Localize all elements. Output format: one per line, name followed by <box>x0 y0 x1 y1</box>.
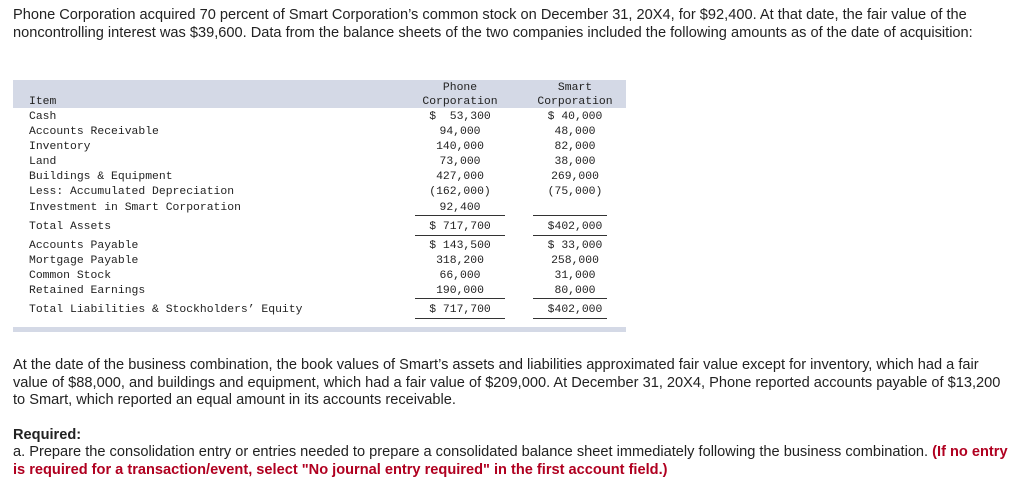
row-label: Investment in Smart Corporation <box>29 202 241 214</box>
row-smart-value: $402,000 <box>547 221 603 233</box>
row-label: Buildings & Equipment <box>29 171 173 183</box>
row-phone-value: 427,000 <box>436 171 484 183</box>
row-label: Mortgage Payable <box>29 255 139 267</box>
row-smart-value: $402,000 <box>547 304 603 316</box>
header-phone-line2: Corporation <box>422 96 498 108</box>
header-smart-line2: Corporation <box>537 96 613 108</box>
row-smart-value: 80,000 <box>554 285 596 297</box>
total-rule <box>415 235 505 236</box>
row-phone-value: 94,000 <box>439 126 481 138</box>
row-phone-value: $ 143,500 <box>429 240 491 252</box>
row-label: Total Liabilities & Stockholders’ Equity <box>29 304 303 316</box>
row-phone-value: 92,400 <box>439 202 481 214</box>
subtotal-rule <box>533 298 607 299</box>
row-label: Total Assets <box>29 221 112 233</box>
total-rule <box>533 235 607 236</box>
required-note: (If no entry is required for a transaction/event, select "No journal entry required" in the first account field.) <box>13 444 1008 478</box>
fair-value-paragraph: At the date of the business combination, the book values of Smart’s assets and liabilities approximated fair value except for inventory, which had a fair value of $88,000, and buildings and equipment, which had a fair value of $209,000. At December 31, 20X4, Phone reported accounts payable of $13,200 to Smart, which reported an equal amount in its accounts receivable. <box>13 357 1001 408</box>
header-item: Item <box>29 96 57 108</box>
row-phone-value: 73,000 <box>439 156 481 168</box>
row-phone-value: $ 717,700 <box>429 304 491 316</box>
subtotal-rule <box>415 215 505 216</box>
row-phone-value: $ 53,300 <box>429 111 491 123</box>
row-label: Accounts Receivable <box>29 126 159 138</box>
row-label: Inventory <box>29 141 91 153</box>
row-phone-value: 190,000 <box>436 285 484 297</box>
row-smart-value: $ 33,000 <box>547 240 603 252</box>
row-smart-value: 82,000 <box>554 141 596 153</box>
row-label: Common Stock <box>29 270 112 282</box>
row-smart-value: 258,000 <box>551 255 599 267</box>
row-smart-value: 38,000 <box>554 156 596 168</box>
row-phone-value: 318,200 <box>436 255 484 267</box>
balance-sheet-table <box>13 80 626 332</box>
subtotal-rule <box>533 215 607 216</box>
row-smart-value: 48,000 <box>554 126 596 138</box>
header-smart-line1: Smart <box>557 82 593 94</box>
row-smart-value: 269,000 <box>551 171 599 183</box>
header-phone-line1: Phone <box>442 82 478 94</box>
row-label: Retained Earnings <box>29 285 146 297</box>
row-phone-value: $ 717,700 <box>429 221 491 233</box>
intro-paragraph: Phone Corporation acquired 70 percent of Smart Corporation’s common stock on December 31, 20X4, for $92,400. At that date, the fair value of the noncontrolling interest was $39,600. Data from the balance sheets of the two companies included the following amounts as of the date of acquisition: <box>13 7 973 41</box>
required-text <box>13 444 1013 479</box>
row-phone-value: 66,000 <box>439 270 481 282</box>
row-label: Accounts Payable <box>29 240 139 252</box>
required-heading: Required: <box>13 427 82 443</box>
row-phone-value: (162,000) <box>429 186 491 198</box>
row-smart-value: (75,000) <box>547 186 603 198</box>
table-bottom-band <box>13 327 626 332</box>
row-label: Less: Accumulated Depreciation <box>29 186 235 198</box>
total-rule <box>415 318 505 319</box>
required-instruction: a. Prepare the consolidation entry or entries needed to prepare a consolidated balance sheet immediately following the business combination. <box>13 444 929 460</box>
total-rule <box>533 318 607 319</box>
row-smart-value: 31,000 <box>554 270 596 282</box>
row-label: Cash <box>29 111 57 123</box>
row-label: Land <box>29 156 57 168</box>
row-smart-value: $ 40,000 <box>547 111 603 123</box>
row-phone-value: 140,000 <box>436 141 484 153</box>
subtotal-rule <box>415 298 505 299</box>
